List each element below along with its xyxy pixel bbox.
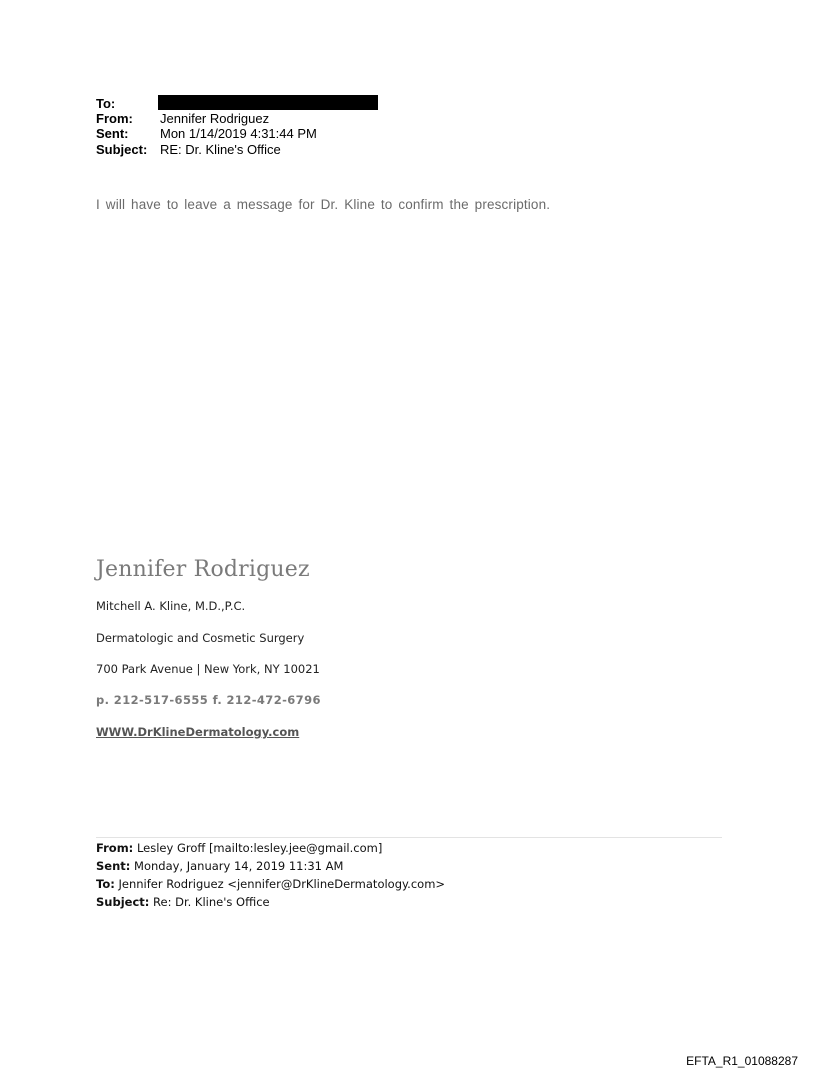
quoted-to-value: Jennifer Rodriguez <jennifer@DrKlineDermatology.com> [118,877,446,891]
quoted-from-line [96,841,382,855]
signature-name: Jennifer Rodriguez [96,557,310,582]
quoted-from-value: Lesley Groff [mailto:lesley.jee@gmail.com] [136,841,383,855]
quoted-subject-label: Subject: [96,895,150,909]
quoted-to-label: To: [96,877,115,891]
redacted-recipient [158,95,378,110]
to-label: To: [96,96,116,111]
quoted-sent-label: Sent: [96,859,131,873]
message-body: I will have to leave a message for Dr. Kline to confirm the prescription. [96,197,551,212]
quoted-message-divider [96,837,722,838]
quoted-subject-line [96,895,270,909]
subject-value: RE: Dr. Kline's Office [160,142,281,157]
sent-label: Sent: [96,126,129,141]
quoted-sent-line [96,859,343,873]
quoted-subject-value: Re: Dr. Kline's Office [153,895,270,909]
sent-value: Mon 1/14/2019 4:31:44 PM [160,126,317,141]
signature-practice: Mitchell A. Kline, M.D.,P.C. [96,599,246,613]
document-id: EFTA_R1_01088287 [686,1054,798,1068]
signature-phones: p. 212-517-6555 f. 212-472-6796 [96,693,321,707]
signature-address: 700 Park Avenue | New York, NY 10021 [96,662,320,676]
quoted-sent-value: Monday, January 14, 2019 11:31 AM [134,859,344,873]
from-value: Jennifer Rodriguez [160,111,270,126]
quoted-to-line [96,877,445,891]
signature-website-link[interactable]: WWW.DrKlineDermatology.com [96,725,300,739]
subject-label: Subject: [96,142,148,157]
quoted-from-label: From: [96,841,134,855]
signature-specialty: Dermatologic and Cosmetic Surgery [96,631,305,645]
from-label: From: [96,111,133,126]
